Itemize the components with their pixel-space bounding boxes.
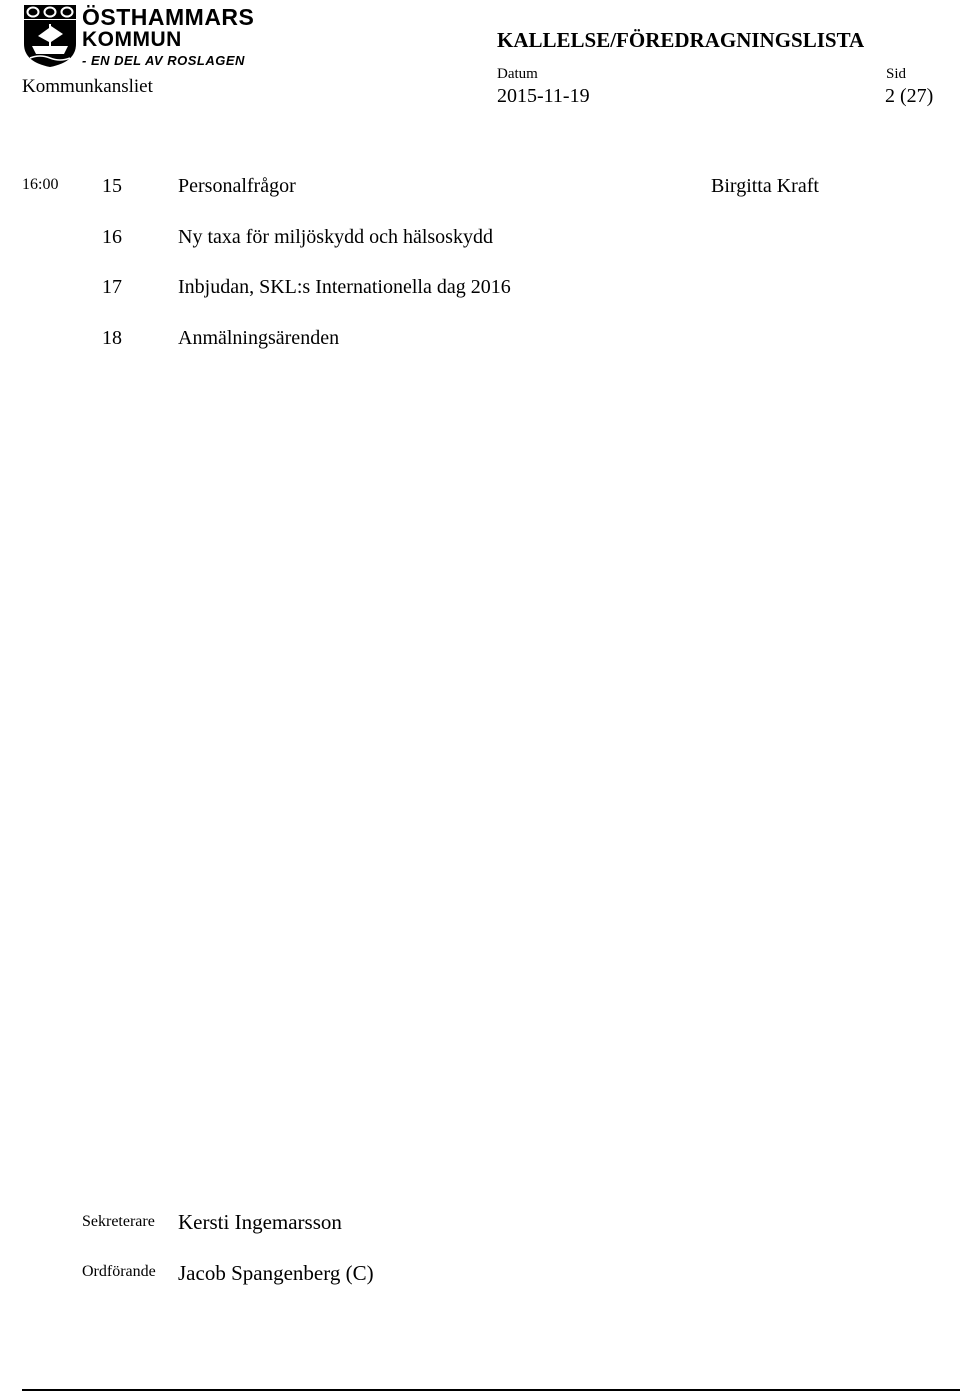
agenda-item-number: 15 xyxy=(102,175,122,197)
page-number: 2 (27) xyxy=(885,85,934,107)
municipality-logo xyxy=(22,4,255,68)
logo-line-3: - EN DEL AV ROSLAGEN xyxy=(82,53,245,68)
date-value: 2015-11-19 xyxy=(497,85,590,107)
agenda-item-number: 17 xyxy=(102,276,122,298)
agenda-item-title: Personalfrågor xyxy=(178,175,296,197)
agenda-item-number: 18 xyxy=(102,327,122,349)
agenda-time: 16:00 xyxy=(22,176,59,193)
coat-of-arms-icon xyxy=(22,4,78,68)
logo-line-1: ÖSTHAMMARS xyxy=(82,4,255,30)
bottom-divider xyxy=(22,1389,960,1391)
agenda-item-presenter: Birgitta Kraft xyxy=(711,175,819,197)
page-label: Sid xyxy=(886,66,907,82)
department-name: Kommunkansliet xyxy=(22,76,153,97)
date-label: Datum xyxy=(497,66,538,82)
logo-line-2: KOMMUN xyxy=(82,28,182,51)
agenda-item-number: 16 xyxy=(102,226,122,248)
agenda-item-title: Ny taxa för miljöskydd och hälsoskydd xyxy=(178,226,493,248)
chair-name: Jacob Spangenberg (C) xyxy=(178,1261,374,1285)
secretary-label: Sekreterare xyxy=(82,1213,155,1230)
agenda-item-title: Inbjudan, SKL:s Internationella dag 2016 xyxy=(178,276,511,298)
secretary-name: Kersti Ingemarsson xyxy=(178,1210,342,1234)
chair-label: Ordförande xyxy=(82,1263,156,1280)
document-title: KALLELSE/FÖREDRAGNINGSLISTA xyxy=(497,28,865,52)
agenda-item-title: Anmälningsärenden xyxy=(178,327,340,349)
